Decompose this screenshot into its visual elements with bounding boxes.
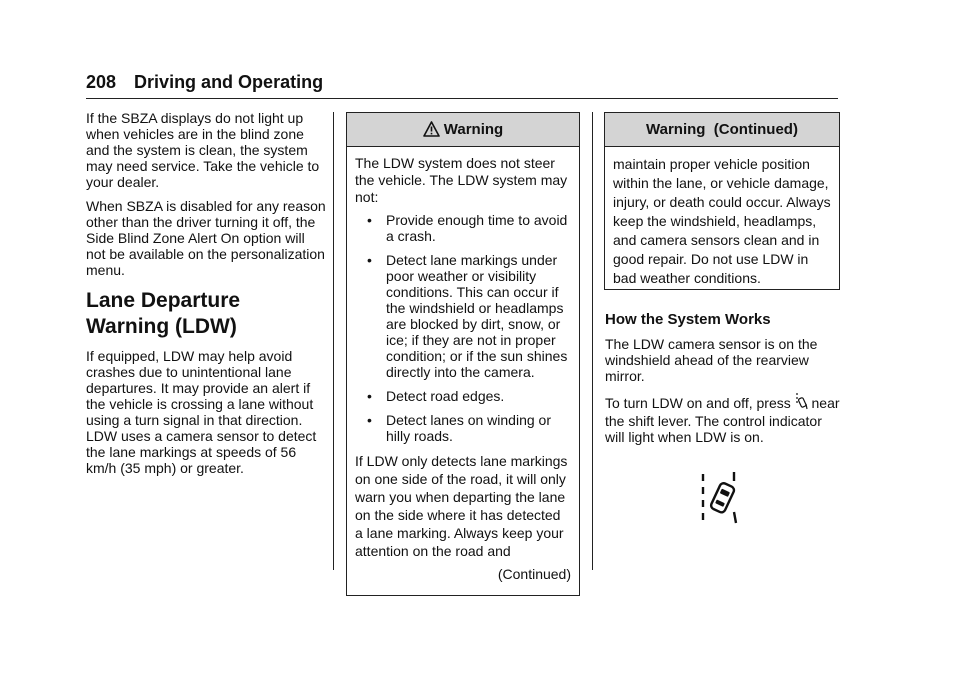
warning-continued-header: Warning (Continued) (605, 113, 839, 147)
warning-triangle-icon (423, 116, 440, 149)
ldw-heading-line1: Lane Departure (86, 289, 241, 312)
warning-list (355, 212, 571, 444)
ldw-intro-paragraph: If equipped, LDW may help avoid crashes due to unintentional lane departures. It may provide an alert if the vehicle is crossing a lane without using a turn signal in that direction. LDW uses a camera sensor to detect the lane markings at speeds of 56 km/h (35 mph) or greater. (86, 348, 317, 476)
continued-label: (Continued) (497, 566, 571, 582)
warning-intro: The LDW system does not steer the vehicle. The LDW system may not: (355, 155, 568, 205)
list-item: • Detect lanes on winding or hilly roads. (367, 412, 551, 444)
warning-title: Warning (443, 121, 504, 138)
lane-departure-indicator-icon (698, 468, 744, 531)
sbza-service-paragraph: If the SBZA displays do not light up when vehicles are in the blind zone and the system is clean, the system may need service. Take the vehicle to your dealer. (86, 110, 320, 190)
ldw-heading (86, 288, 326, 340)
lane-departure-icon (795, 392, 808, 413)
warning-outro: If LDW only detects lane markings on one side of the road, it will only warn you when departing the lane on the side where it has detected a lane marking. Always keep your attention on the road and (355, 453, 568, 559)
sbza-disabled-paragraph: When SBZA is disabled for any reason other than the driver turning it off, the Side Blind Zone Alert On option will not be available on the personalization menu. (86, 198, 326, 278)
warning-body (347, 147, 579, 589)
warning-box (346, 112, 580, 596)
column-divider-right (592, 112, 593, 570)
ldw-toggle-paragraph: To turn LDW on and off, press near the shift lever. The control indicator will light when LDW is on. (605, 392, 840, 445)
column-right (605, 298, 840, 453)
list-item: • Detect road edges. (367, 388, 505, 404)
warning-header (347, 113, 579, 147)
warning-continued-body: maintain proper vehicle position within the lane, or vehicle damage, injury, or death could occur. Always keep the windshield, headlamps, and camera sensors clean and in good repair. Do not use LDW in bad weather conditions. (613, 156, 831, 286)
page-number: 208 (86, 72, 117, 92)
column-left (86, 110, 326, 484)
section-title: Driving and Operating (134, 72, 324, 92)
column-divider-left (333, 112, 334, 570)
page-header (86, 72, 323, 93)
how-system-works-heading: How the System Works (605, 311, 771, 328)
list-item: • Provide enough time to avoid a crash. (367, 212, 568, 244)
warning-continued-box (604, 112, 840, 290)
camera-location-paragraph: The LDW camera sensor is on the windshield ahead of the rearview mirror. (605, 336, 818, 384)
header-rule (86, 98, 838, 99)
list-item: • Detect lane markings under poor weather or visibility conditions. This can occur if the windshield or headlamps are blocked by dirt, snow, or ice; if they are not in proper condition; or if the sun shines directly into the camera. (367, 252, 568, 380)
ldw-heading-line2: Warning (LDW) (86, 315, 237, 338)
